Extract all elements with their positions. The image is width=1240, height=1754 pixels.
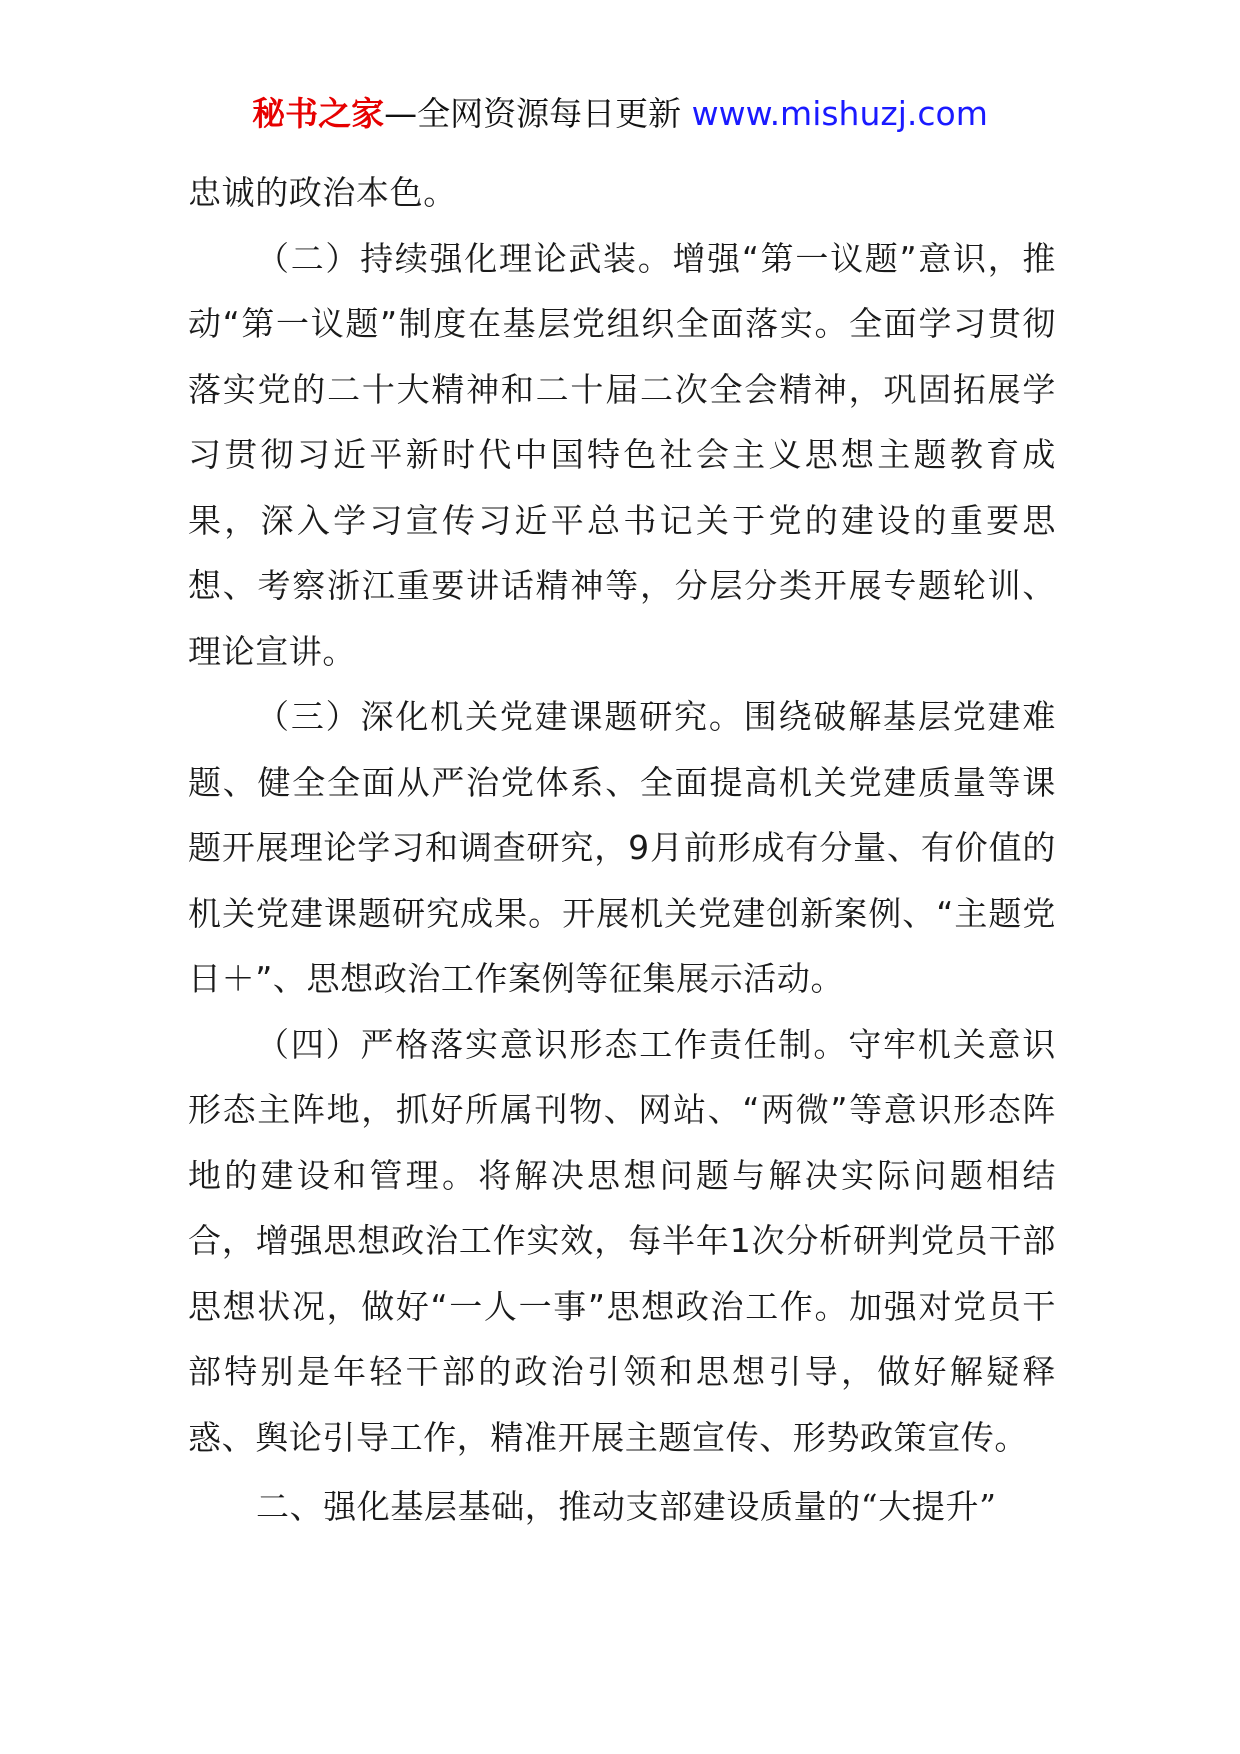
paragraph-continuation: 忠诚的政治本色。 [188,173,457,212]
document-body [188,160,1056,1540]
page-header [0,92,1240,136]
paragraph-research: （三）深化机关党建课题研究。围绕破解基层党建难题、健全全面从严治党体系、全面提高机关党建质量等课题开展理论学习和调查研究，9月前形成有分量、有价值的机关党建课题研究成果。开展机关党建创新案例、“主题党日＋”、思想政治工作案例等征集展示活动。 [188,697,1056,998]
paragraph-ideology: （四）严格落实意识形态工作责任制。守牢机关意识形态主阵地，抓好所属刊物、网站、“两微”等意识形态阵地的建设和管理。将解决思想问题与解决实际问题相结合，增强思想政治工作实效，每半年1次分析研判党员干部思想状况，做好“一人一事”思想政治工作。加强对党员干部特别是年轻干部的政治引领和思想引导，做好解疑释惑、舆论引导工作，精准开展主题宣传、形势政策宣传。 [188,1024,1056,1457]
site-url[interactable]: www.mishuzj.com [691,94,988,133]
site-tagline: —全网资源每日更新 [384,94,682,133]
site-brand: 秘书之家 [252,94,385,133]
section-heading: 二、强化基层基础，推动支部建设质量的“大提升” [256,1487,997,1526]
paragraph-theory-arming: （二）持续强化理论武装。增强“第一议题”意识，推动“第一议题”制度在基层党组织全面落实。全面学习贯彻落实党的二十大精神和二十届二次全会精神，巩固拓展学习贯彻习近平新时代中国特色社会主义思想主题教育成果，深入学习宣传习近平总书记关于党的建设的重要思想、考察浙江重要讲话精神等，分层分类开展专题轮训、理论宣讲。 [188,238,1056,671]
